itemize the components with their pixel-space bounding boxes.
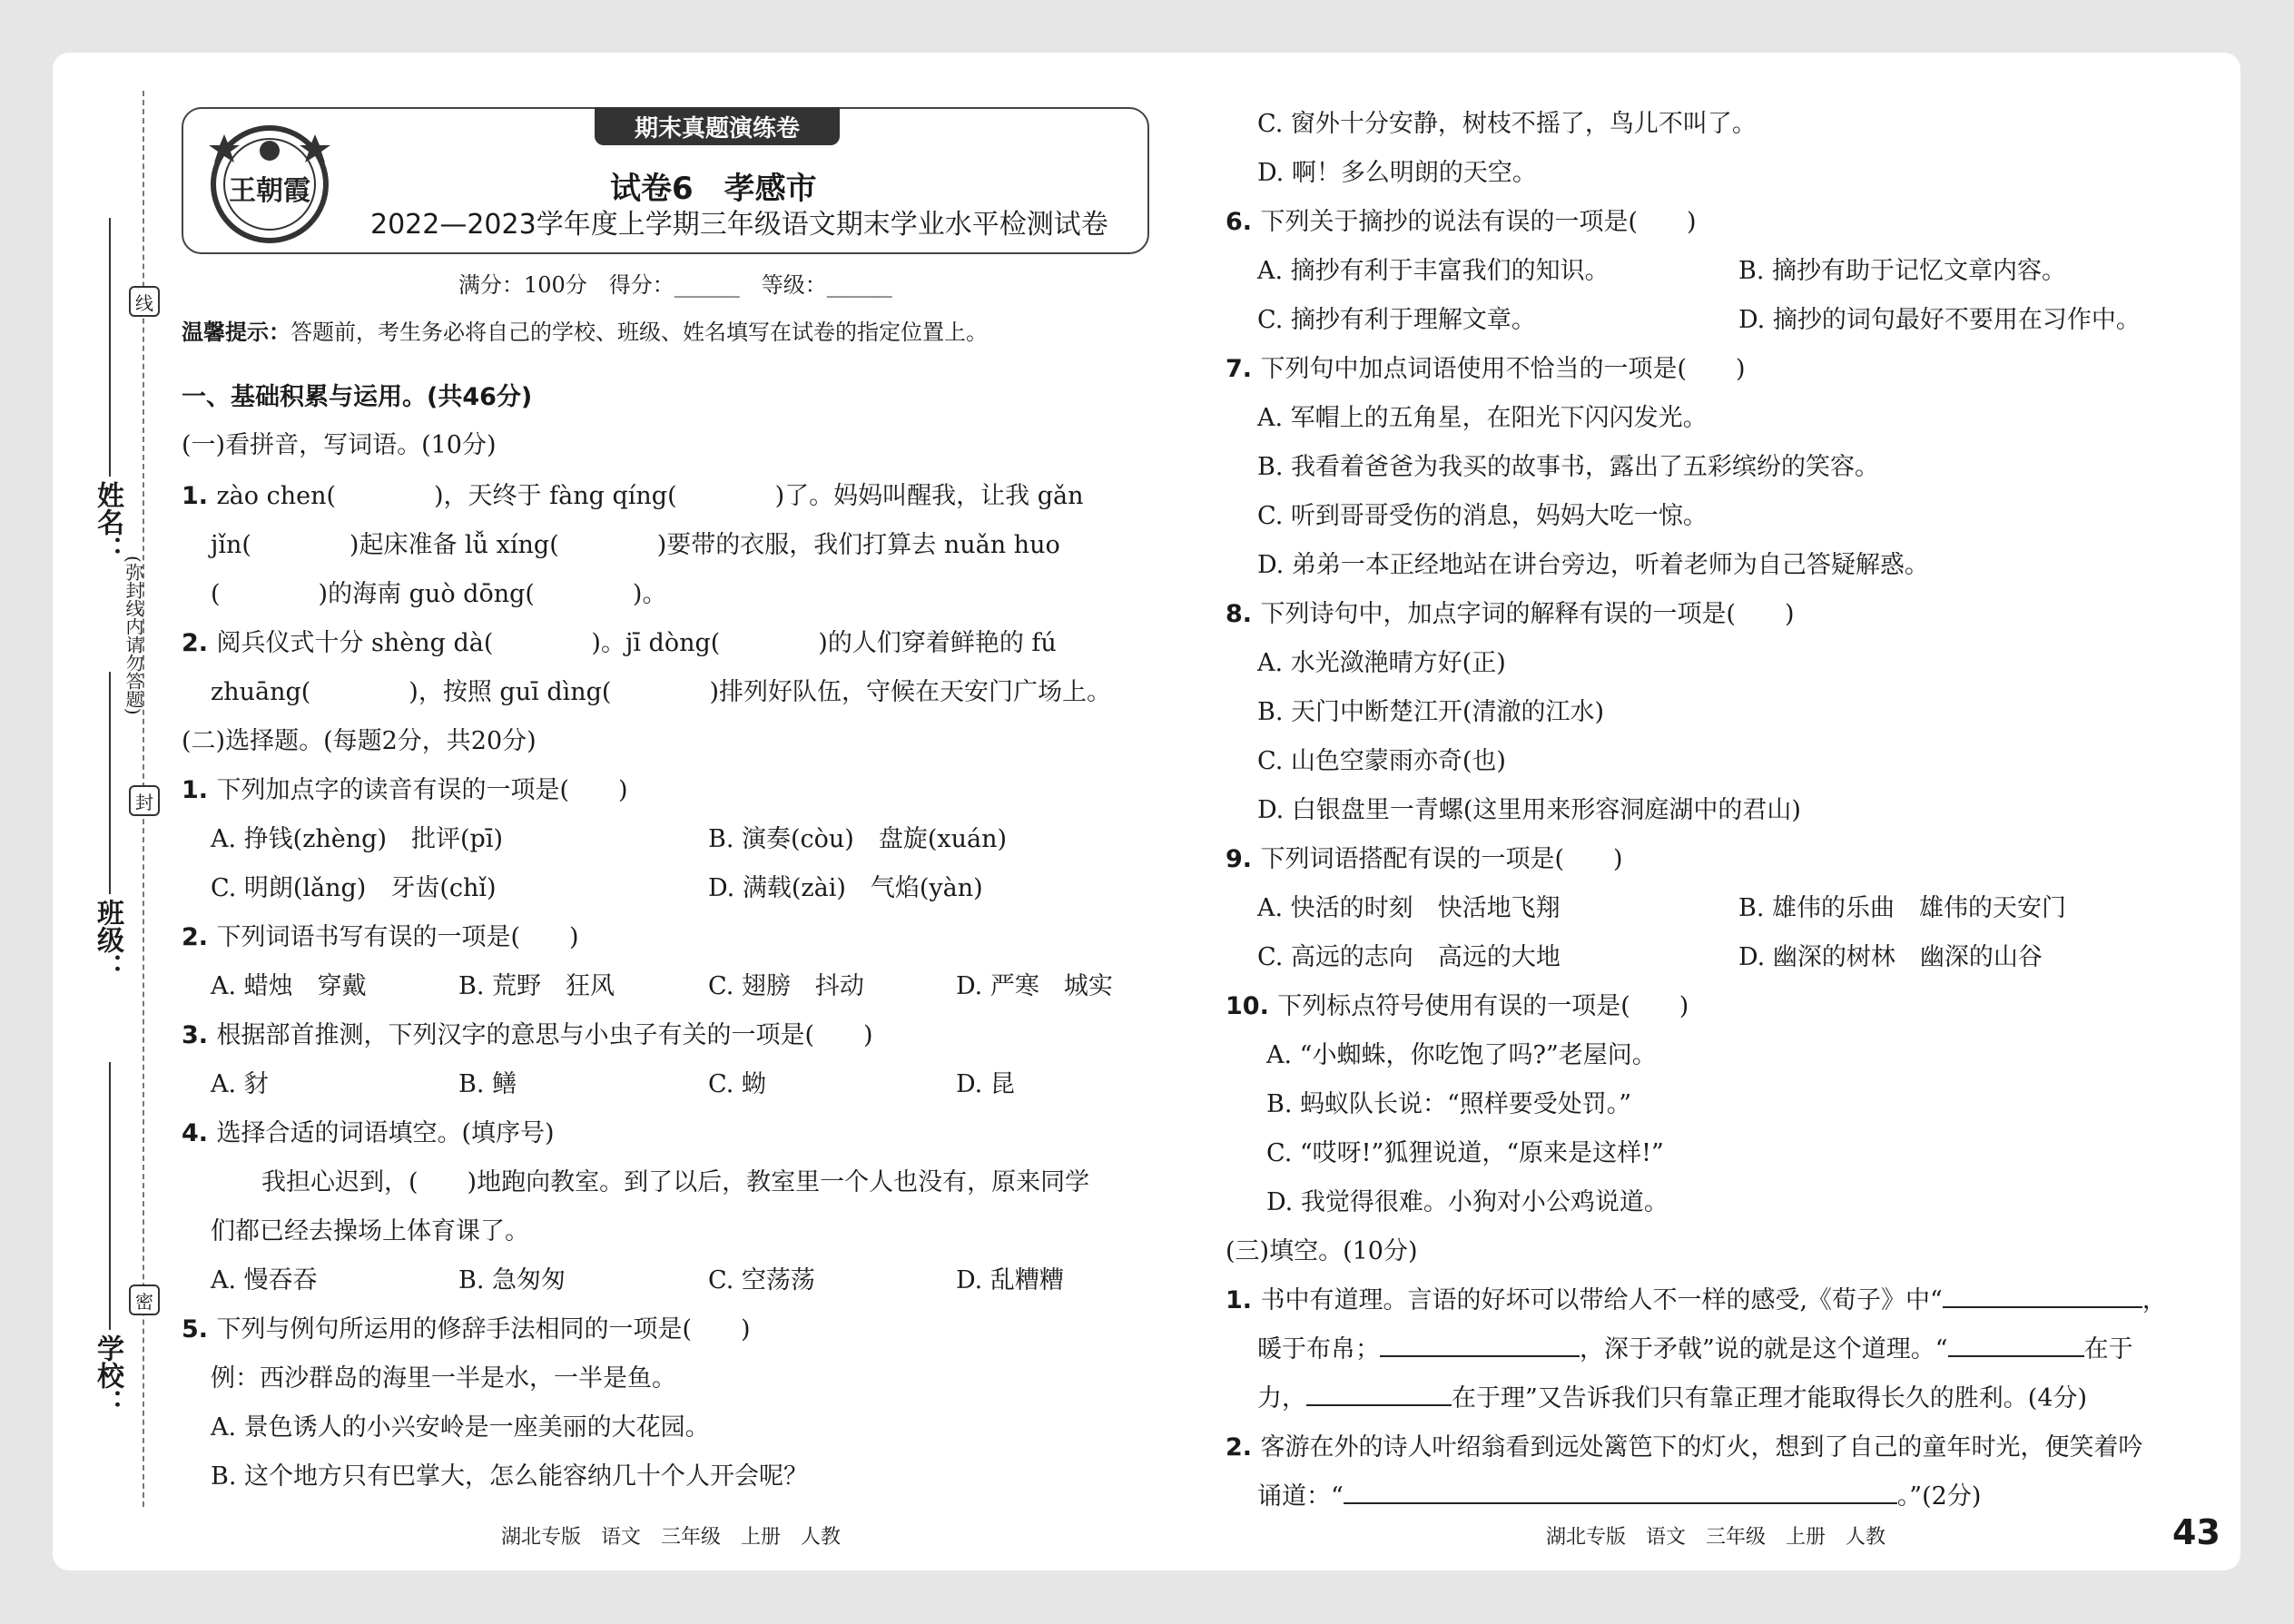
choice-10-option-b: B. 蚂蚁队长说：“照样要受处罚。”	[1266, 1090, 1632, 1118]
choice-7-option-c: C. 听到哥哥受伤的消息，妈妈大吃一惊。	[1257, 502, 1708, 530]
choice-4-passage-line1: 我担心迟到，( )地跑向教室。到了以后，教室里一个人也没有，原来同学	[261, 1168, 1090, 1196]
name-label: 姓名：	[92, 481, 123, 563]
choice-6-option-b: B. 摘抄有助于记忆文章内容。	[1738, 257, 2067, 285]
choice-3-option-a: A. 豺	[211, 1070, 269, 1098]
choice-2-stem: 2. 下列词语书写有误的一项是( )	[182, 923, 579, 951]
seal-char-bot: 密	[129, 1284, 160, 1315]
choice-4-option-c: C. 空荡荡	[708, 1266, 815, 1294]
part-1-title: (一)看拼音，写词语。(10分)	[182, 431, 497, 459]
choice-2-option-c: C. 翅膀 抖动	[708, 972, 864, 1000]
choice-6-stem: 6. 下列关于摘抄的说法有误的一项是( )	[1226, 208, 1697, 236]
choice-5-option-a: A. 景色诱人的小兴安岭是一座美丽的大花园。	[211, 1413, 710, 1442]
choice-7-option-a: A. 军帽上的五角星，在阳光下闪闪发光。	[1257, 404, 1708, 432]
choice-5-stem: 5. 下列与例句所运用的修辞手法相同的一项是( )	[182, 1315, 751, 1343]
section-1-title: 一、基础积累与运用。(共46分)	[182, 383, 533, 411]
choice-1-option-b: B. 演奏(còu) 盘旋(xuán)	[708, 825, 1008, 853]
q1-line1: 1. zào chen( )，天终于 fàng qíng( )了。妈妈叫醒我，让我 gǎn	[182, 482, 1084, 510]
choice-2-option-a: A. 蜡烛 穿戴	[211, 972, 367, 1000]
name-field[interactable]	[109, 218, 111, 477]
choice-3-option-d: D. 昆	[956, 1070, 1015, 1098]
school-label: 学校：	[92, 1334, 123, 1416]
choice-5-option-d: D. 啊！多么明朗的天空。	[1257, 159, 1537, 187]
choice-1-option-a: A. 挣钱(zhèng) 批评(pī)	[211, 825, 503, 853]
fill-1-line1: 1. 书中有道理。言语的好坏可以带给人不一样的感受,《荀子》中“ ，	[1226, 1286, 2167, 1314]
choice-7-option-d: D. 弟弟一本正经地站在讲台旁边，听着老师为自己答疑解惑。	[1257, 551, 1929, 579]
tip-text: 答题前，考生务必将自己的学校、班级、姓名填写在试卷的指定位置上。	[290, 320, 988, 345]
choice-3-stem: 3. 根据部首推测，下列汉字的意思与小虫子有关的一项是( )	[182, 1021, 873, 1049]
part-2-title: (二)选择题。(每题2分，共20分)	[182, 727, 537, 755]
choice-5-option-b: B. 这个地方只有巴掌大，怎么能容纳几十个人开会呢？	[211, 1462, 809, 1491]
choice-8-stem: 8. 下列诗句中，加点字词的解释有误的一项是( )	[1226, 600, 1795, 628]
choice-2-option-d: D. 严寒 城实	[956, 972, 1113, 1000]
footer-left: 湖北专版 语文 三年级 上册 人教	[501, 1526, 842, 1549]
svg-text:王朝霞: 王朝霞	[229, 175, 310, 207]
choice-4-option-a: A. 慢吞吞	[211, 1266, 318, 1294]
footer-right: 湖北专版 语文 三年级 上册 人教	[1546, 1526, 1886, 1549]
q1-line3: ( )的海南 guò dōng( )。	[211, 580, 667, 608]
choice-5-example: 例：西沙群岛的海里一半是水，一半是鱼。	[211, 1364, 676, 1393]
fill-1-blank-4[interactable]	[1306, 1404, 1452, 1406]
choice-9-option-c: C. 高远的志向 高远的大地	[1257, 943, 1561, 971]
class-label: 班级：	[92, 899, 123, 980]
fill-1-blank-3[interactable]	[1948, 1355, 2084, 1357]
choice-7-stem: 7. 下列句中加点词语使用不恰当的一项是( )	[1226, 355, 1746, 383]
choice-10-option-d: D. 我觉得很难。小狗对小公鸡说道。	[1266, 1188, 1669, 1216]
choice-8-option-b: B. 天门中断楚江开(清澈的江水)	[1257, 698, 1605, 726]
seal-char-top: 线	[129, 286, 160, 317]
choice-6-option-c: C. 摘抄有利于理解文章。	[1257, 306, 1536, 334]
fill-1-blank-1[interactable]	[1943, 1306, 2142, 1308]
choice-10-option-a: A. “小蜘蛛，你吃饱了吗?”老屋问。	[1266, 1041, 1657, 1069]
choice-10-option-c: C. “哎呀!”狐狸说道，“原来是这样!”	[1266, 1139, 1664, 1167]
choice-1-stem: 1. 下列加点字的读音有误的一项是( )	[182, 776, 628, 804]
choice-1-option-c: C. 明朗(lǎng) 牙齿(chǐ)	[211, 874, 497, 902]
choice-6-option-d: D. 摘抄的词句最好不要用在习作中。	[1738, 306, 2141, 334]
choice-3-option-b: B. 鳝	[458, 1070, 517, 1098]
q2-line2: zhuāng( )，按照 guī dìng( )排列好队伍，守候在天安门广场上。	[211, 678, 1111, 706]
fill-2-blank[interactable]	[1344, 1502, 1897, 1504]
q1-line2: jǐn( )起床准备 lǚ xíng( )要带的衣服，我们打算去 nuǎn huo	[211, 531, 1060, 559]
choice-2-option-b: B. 荒野 狂风	[458, 972, 615, 1000]
choice-9-option-d: D. 幽深的树林 幽深的山谷	[1738, 943, 2043, 971]
choice-4-passage-line2: 们都已经去操场上体育课了。	[211, 1217, 529, 1245]
tip-label: 温馨提示：	[182, 320, 290, 345]
choice-9-option-b: B. 雄伟的乐曲 雄伟的天安门	[1738, 894, 2067, 922]
choice-8-option-c: C. 山色空蒙雨亦奇(也)	[1257, 747, 1506, 775]
fill-1-line2: 暖于布帛； ，深于矛戟”说的就是这个道理。“ 在于	[1257, 1335, 2133, 1363]
choice-9-option-a: A. 快活的时刻 快活地飞翔	[1257, 894, 1561, 922]
score-line: 满分：100分 得分：______ 等级：______	[458, 272, 892, 298]
choice-6-option-a: A. 摘抄有利于丰富我们的知识。	[1257, 257, 1610, 285]
exam-title: 试卷6 孝感市	[610, 171, 817, 207]
choice-4-option-d: D. 乱糟糟	[956, 1266, 1064, 1294]
choice-8-option-d: D. 白银盘里一青螺(这里用来形容洞庭湖中的君山)	[1257, 796, 1801, 824]
choice-10-stem: 10. 下列标点符号使用有误的一项是( )	[1226, 992, 1689, 1020]
fill-2-line2: 诵道：“ 。”(2分)	[1257, 1482, 1982, 1511]
series-tab: 期末真题演练卷	[595, 107, 840, 145]
choice-5-option-c: C. 窗外十分安静，树枝不摇了，鸟儿不叫了。	[1257, 110, 1757, 138]
choice-7-option-b: B. 我看着爸爸为我买的故事书，露出了五彩缤纷的笑容。	[1257, 453, 1880, 481]
choice-4-option-b: B. 急匆匆	[458, 1266, 566, 1294]
seal-char-mid: 封	[129, 785, 160, 816]
seal-note: (弥封线内请勿答题)	[123, 556, 144, 715]
page-number: 43	[2172, 1512, 2220, 1552]
exam-subtitle: 2022—2023学年度上学期三年级语文期末学业水平检测试卷	[370, 209, 1108, 241]
publisher-logo	[202, 116, 338, 252]
choice-4-stem: 4. 选择合适的词语填空。(填序号)	[182, 1119, 555, 1147]
choice-8-option-a: A. 水光潋滟晴方好(正)	[1257, 649, 1506, 677]
fill-1-blank-2[interactable]	[1380, 1355, 1580, 1357]
class-field[interactable]	[109, 672, 111, 894]
fill-1-line3: 力， 在于理”又告诉我们只有靠正理才能取得长久的胜利。(4分)	[1257, 1384, 2088, 1412]
part-3-title: (三)填空。(10分)	[1226, 1237, 1418, 1265]
q2-line1: 2. 阅兵仪式十分 shèng dà( )。jī dòng( )的人们穿着鲜艳的 fú	[182, 629, 1057, 657]
choice-3-option-c: C. 蚴	[708, 1070, 766, 1098]
school-field[interactable]	[109, 1062, 111, 1330]
choice-9-stem: 9. 下列词语搭配有误的一项是( )	[1226, 845, 1623, 873]
tip-line	[182, 314, 988, 346]
choice-1-option-d: D. 满载(zài) 气焰(yàn)	[708, 874, 983, 902]
fill-2-line1: 2. 客游在外的诗人叶绍翁看到远处篱笆下的灯火，想到了自己的童年时光，便笑着吟	[1226, 1433, 2143, 1462]
